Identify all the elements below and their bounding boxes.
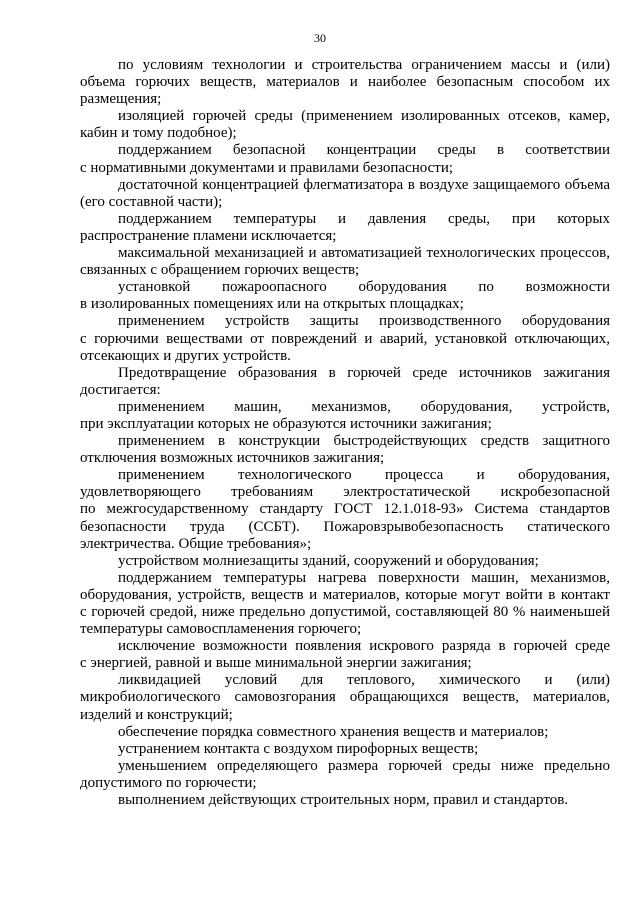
text-line: выполнением действующих строительных норм, правил и стандартов. (118, 792, 569, 809)
text-line: достаточной концентрацией флегматизатора в воздухе защищаемого объема (118, 176, 610, 193)
text-line: обеспечение порядка совместного хранения веществ и материалов; (118, 723, 549, 740)
paragraph (80, 57, 610, 108)
paragraph (80, 365, 610, 399)
paragraph (80, 467, 610, 552)
paragraph (80, 570, 610, 638)
paragraph (80, 792, 610, 809)
document-body (80, 57, 610, 809)
paragraph (80, 672, 610, 723)
paragraph (80, 279, 610, 313)
paragraph (80, 142, 610, 176)
text-line: ликвидацией условий для теплового, химического и (или) (118, 672, 610, 689)
paragraph (80, 245, 610, 279)
text-line: с горючими веществами от повреждений и аварий, установкой отключающих, (80, 330, 610, 347)
text-line: отключения возможных источников зажигания; (80, 450, 385, 467)
paragraph (80, 433, 610, 467)
text-line: удовлетворяющего требованиям электростатической искробезопасной (80, 484, 610, 501)
paragraph (80, 553, 610, 570)
text-line: допустимого по горючести; (80, 774, 257, 791)
text-line: электричества. Общие требования»; (80, 535, 312, 552)
text-line: исключение возможности появления искрового разряда в горючей среде (118, 638, 610, 655)
text-line: с энергией, равной и выше минимальной энергии зажигания; (80, 655, 472, 672)
text-line: установкой пожароопасного оборудования по возможности (118, 279, 610, 296)
text-line: поддержанием температуры нагрева поверхности машин, механизмов, (118, 569, 610, 586)
page-number: 30 (314, 31, 326, 45)
text-line: объема горючих веществ, материалов и наиболее безопасным способом их (80, 74, 610, 91)
paragraph (80, 108, 610, 142)
text-line: с нормативными документами и правилами безопасности; (80, 159, 454, 176)
text-line: применением машин, механизмов, оборудования, устройств, (118, 398, 610, 415)
text-line: (его составной части); (80, 193, 223, 210)
text-line: поддержанием температуры и давления среды, при которых (118, 210, 610, 227)
text-line: Предотвращение образования в горючей среде источников зажигания (118, 364, 610, 381)
paragraph (80, 177, 610, 211)
text-line: изоляцией горючей среды (применением изолированных отсеков, камер, (118, 108, 610, 125)
text-line: температуры самовоспламенения горючего; (80, 621, 362, 638)
text-line: достигается: (80, 381, 161, 398)
paragraph (80, 638, 610, 672)
text-line: применением устройств защиты производственного оборудования (118, 313, 610, 330)
text-line: в изолированных помещениях или на открытых площадках; (80, 296, 464, 313)
text-line: оборудования, устройств, веществ и материалов, которые могут войти в контакт (80, 586, 610, 603)
text-line: связанных с обращением горючих веществ; (80, 262, 360, 279)
text-line: поддержанием безопасной концентрации среды в соответствии (118, 142, 610, 159)
paragraph (80, 399, 610, 433)
paragraph (80, 313, 610, 364)
text-line: микробиологического самовозгорания обращающихся веществ, материалов, (80, 689, 610, 706)
text-line: безопасности труда (ССБТ). Пожаровзрывобезопасность статического (80, 518, 610, 535)
text-line: применением технологического процесса и оборудования, (118, 467, 610, 484)
text-line: устранением контакта с воздухом пирофорных веществ; (118, 740, 479, 757)
text-line: отсекающих и других устройств. (80, 347, 291, 364)
text-line: с горючей средой, ниже предельно допустимой, составляющей 80 % наименьшей (80, 604, 610, 620)
text-line: распространение пламени исключается; (80, 227, 337, 244)
text-line: максимальной механизацией и автоматизацией технологических процессов, (118, 245, 610, 262)
text-line: по межгосударственному стандарту ГОСТ 12.1.018-93» Система стандартов (80, 501, 610, 518)
text-line: устройством молниезащиты зданий, сооружений и оборудования; (118, 552, 539, 569)
text-line: при эксплуатации которых не образуются источники зажигания; (80, 415, 492, 432)
paragraph (80, 758, 610, 792)
text-line: кабин и тому подобное); (80, 125, 237, 142)
text-line: размещения; (80, 91, 162, 108)
text-line: применением в конструкции быстродействующих средств защитного (118, 433, 610, 450)
text-line: изделий и конструкций; (80, 706, 233, 723)
text-line: по условиям технологии и строительства ограничением массы и (или) (118, 57, 610, 73)
text-line: уменьшением определяющего размера горючей среды ниже предельно (118, 757, 610, 774)
paragraph (80, 741, 610, 758)
paragraph (80, 724, 610, 741)
paragraph (80, 211, 610, 245)
